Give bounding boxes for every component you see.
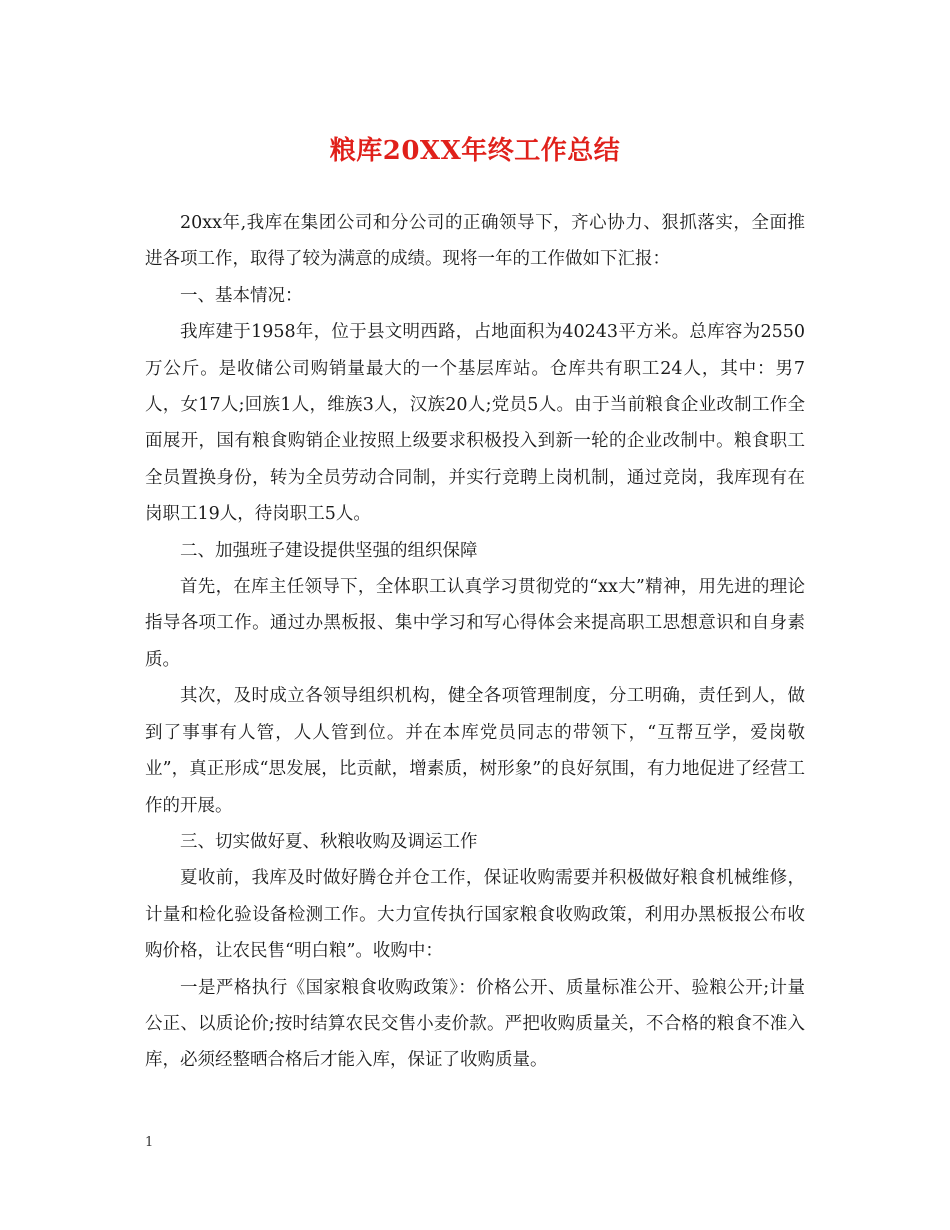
paragraph-summer-purchase: 夏收前，我库及时做好腾仓并仓工作，保证收购需要并积极做好粮食机械维修，计量和检化验设备检测工作。大力宣传执行国家粮食收购政策，利用办黑板报公布收购价格，让农民售“明白粮”。收购中：: [145, 868, 805, 962]
document-title: 粮库20XX年终工作总结: [329, 136, 621, 166]
document-body: [145, 205, 805, 1079]
page-number: 1: [145, 1135, 154, 1150]
paragraph-second: 其次，及时成立各领导组织机构，健全各项管理制度，分工明确，责任到人，做到了事事有人管，人人管到位。并在本库党员同志的带领下，“互帮互学，爱岗敬业”，真正形成“思发展，比贡献，增素质，树形象”的良好氛围，有力地促进了经营工作的开展。: [145, 686, 805, 816]
paragraph-basic-info: 我库建于1958年，位于县文明西路，占地面积为40243平方米。总库容为2550万公斤。是收储公司购销量最大的一个基层库站。仓库共有职工24人，其中：男7人，女17人;回族1人，维族3人，汉族20人;党员5人。由于当前粮食企业改制工作全面展开，国有粮食购销企业按照上级要求积极投入到新一轮的企业改制中。粮食职工全员置换身份，转为全员劳动合同制，并实行竞聘上岗机制，通过竞岗，我库现有在岗职工19人，待岗职工5人。: [145, 322, 805, 525]
paragraph-first: 首先，在库主任领导下，全体职工认真学习贯彻党的“xx大”精神，用先进的理论指导各项工作。通过办黑板报、集中学习和写心得体会来提高职工思想意识和自身素质。: [145, 577, 805, 670]
paragraph-policy: 一是严格执行《国家粮食收购政策》：价格公开、质量标准公开、验粮公开;计量公正、以质论价;按时结算农民交售小麦价款。严把收购质量关，不合格的粮食不准入库，必须经整晒合格后才能入库，保证了收购质量。: [145, 977, 805, 1071]
section-heading-team-building: 二、加强班子建设提供坚强的组织保障: [180, 540, 478, 561]
section-heading-purchase: 三、切实做好夏、秋粮收购及调运工作: [180, 831, 478, 852]
section-heading-basic-info: 一、基本情况：: [180, 285, 303, 306]
paragraph-intro: 20xx年,我库在集团公司和分公司的正确领导下，齐心协力、狠抓落实，全面推进各项工作，取得了较为满意的成绩。现将一年的工作做如下汇报：: [145, 213, 805, 270]
